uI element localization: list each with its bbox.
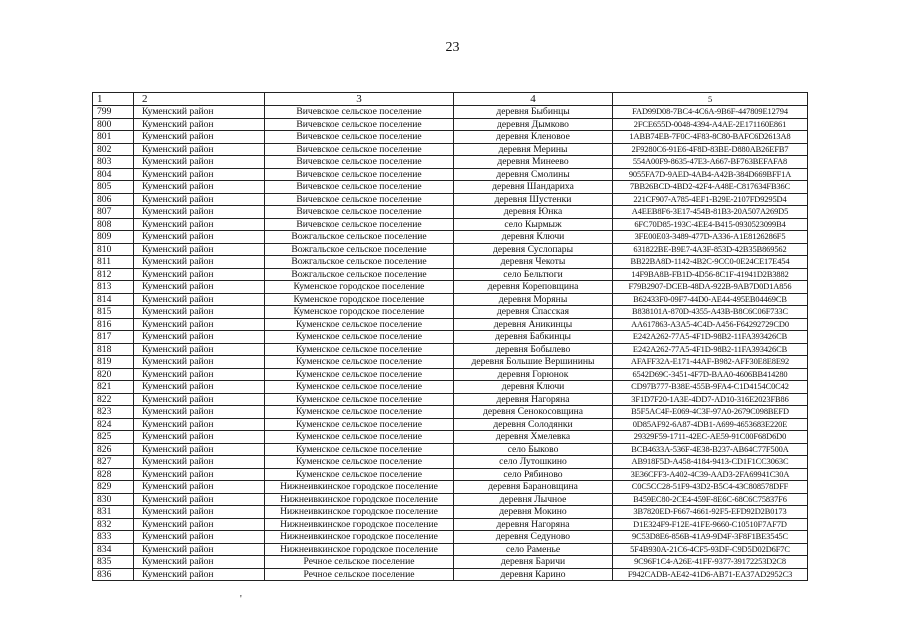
- table-row: [93, 468, 808, 481]
- row-number-cell: 834: [93, 543, 134, 556]
- guid-cell: 9C96F1C4-A26E-41FF-9377-39172253D2C8: [613, 556, 808, 569]
- locality-cell: деревня Минеево: [454, 156, 613, 169]
- guid-cell: 2FCE655D-0048-4394-A4AE-2E171160E861: [613, 118, 808, 131]
- district-cell: Куменский район: [134, 218, 265, 231]
- district-cell: Куменский район: [134, 443, 265, 456]
- table-row: [93, 243, 808, 256]
- table-row: [93, 506, 808, 519]
- row-number-cell: 812: [93, 268, 134, 281]
- row-number-cell: 826: [93, 443, 134, 456]
- locality-cell: деревня Сенокосовщина: [454, 406, 613, 419]
- settlement-cell: Речное сельское поселение: [265, 556, 454, 569]
- locality-cell: деревня Нагоряна: [454, 518, 613, 531]
- locality-cell: деревня Мокино: [454, 506, 613, 519]
- table-row: [93, 443, 808, 456]
- page-number: 23: [445, 40, 460, 55]
- table-row: [93, 281, 808, 294]
- table-row: [93, 368, 808, 381]
- table-row: [93, 531, 808, 544]
- guid-cell: AA617863-A3A5-4C4D-A456-F64292729CD0: [613, 318, 808, 331]
- guid-cell: B62433F0-09F7-44D0-AE44-495EB04469CB: [613, 293, 808, 306]
- row-number-cell: 809: [93, 231, 134, 244]
- district-cell: Куменский район: [134, 256, 265, 269]
- settlement-cell: Куменское сельское поселение: [265, 368, 454, 381]
- district-cell: Куменский район: [134, 106, 265, 119]
- locality-cell: деревня Седуново: [454, 531, 613, 544]
- settlement-cell: Вичевское сельское поселение: [265, 118, 454, 131]
- locality-cell: деревня Баричи: [454, 556, 613, 569]
- column-header-4: 4: [454, 93, 613, 106]
- locality-cell: деревня Суслопары: [454, 243, 613, 256]
- settlement-cell: Куменское сельское поселение: [265, 343, 454, 356]
- row-number-cell: 832: [93, 518, 134, 531]
- settlement-cell: Куменское городское поселение: [265, 306, 454, 319]
- district-cell: Куменский район: [134, 143, 265, 156]
- stray-mark: ': [240, 594, 242, 605]
- locality-cell: деревня Лычное: [454, 493, 613, 506]
- district-cell: Куменский район: [134, 481, 265, 494]
- row-number-cell: 799: [93, 106, 134, 119]
- guid-cell: 9C53D8E6-856B-41A9-9D4F-3F8F1BE3545C: [613, 531, 808, 544]
- locality-cell: деревня Шустенки: [454, 193, 613, 206]
- row-number-cell: 816: [93, 318, 134, 331]
- locality-cell: село Бельтюги: [454, 268, 613, 281]
- settlement-cell: Вожгальское сельское поселение: [265, 268, 454, 281]
- table-row: [93, 193, 808, 206]
- guid-cell: 221CF907-A785-4EF1-B29E-2107FD9295D4: [613, 193, 808, 206]
- row-number-cell: 806: [93, 193, 134, 206]
- guid-cell: B838101A-870D-4355-A43B-B8C6C06F733C: [613, 306, 808, 319]
- table-row: [93, 181, 808, 194]
- district-cell: Куменский район: [134, 456, 265, 469]
- locality-cell: село Быково: [454, 443, 613, 456]
- locality-cell: деревня Ключи: [454, 231, 613, 244]
- guid-cell: 631822BE-B9E7-4A3F-853D-42B35B869562: [613, 243, 808, 256]
- settlement-cell: Куменское сельское поселение: [265, 418, 454, 431]
- settlement-cell: Вичевское сельское поселение: [265, 193, 454, 206]
- table-row: [93, 156, 808, 169]
- settlement-cell: Вичевское сельское поселение: [265, 131, 454, 144]
- table-row: [93, 318, 808, 331]
- guid-cell: CD97B777-B38E-455B-9FA4-C1D4154C0C42: [613, 381, 808, 394]
- settlement-cell: Речное сельское поселение: [265, 568, 454, 581]
- settlement-cell: Куменское сельское поселение: [265, 381, 454, 394]
- row-number-cell: 829: [93, 481, 134, 494]
- row-number-cell: 817: [93, 331, 134, 344]
- district-cell: Куменский район: [134, 556, 265, 569]
- table-row: [93, 356, 808, 369]
- row-number-cell: 821: [93, 381, 134, 394]
- district-cell: Куменский район: [134, 568, 265, 581]
- district-cell: Куменский район: [134, 543, 265, 556]
- locality-cell: деревня Барановщина: [454, 481, 613, 494]
- table-row: [93, 406, 808, 419]
- guid-cell: F79B2907-DCEB-48DA-922B-9AB7D0D1A856: [613, 281, 808, 294]
- district-cell: Куменский район: [134, 281, 265, 294]
- locality-cell: деревня Аникинцы: [454, 318, 613, 331]
- district-cell: Куменский район: [134, 518, 265, 531]
- guid-cell: 7BB26BCD-4BD2-42F4-A48E-C817634FB36C: [613, 181, 808, 194]
- locality-cell: деревня Моряны: [454, 293, 613, 306]
- settlement-cell: Куменское сельское поселение: [265, 431, 454, 444]
- row-number-cell: 808: [93, 218, 134, 231]
- district-cell: Куменский район: [134, 156, 265, 169]
- locality-cell: деревня Кленовое: [454, 131, 613, 144]
- table-row: [93, 431, 808, 444]
- row-number-cell: 802: [93, 143, 134, 156]
- guid-cell: 9055FA7D-9AED-4AB4-A42B-384D669BFF1A: [613, 168, 808, 181]
- district-cell: Куменский район: [134, 356, 265, 369]
- settlement-cell: Куменское сельское поселение: [265, 356, 454, 369]
- locality-cell: деревня Быбинцы: [454, 106, 613, 119]
- district-cell: Куменский район: [134, 168, 265, 181]
- guid-cell: AFAFF32A-E171-44AF-B982-AFF30E8E8E92: [613, 356, 808, 369]
- guid-cell: B459EC80-2CE4-459F-8E6C-68C6C75837F6: [613, 493, 808, 506]
- table-row: [93, 456, 808, 469]
- row-number-cell: 835: [93, 556, 134, 569]
- table-row: [93, 118, 808, 131]
- locality-cell: деревня Бабкинцы: [454, 331, 613, 344]
- guid-cell: E242A262-77A5-4F1D-98B2-11FA393426CB: [613, 331, 808, 344]
- guid-cell: BCB4633A-536F-4E38-B237-AB64C77F500A: [613, 443, 808, 456]
- settlement-cell: Нижнеивкинское городское поселение: [265, 543, 454, 556]
- table-row: [93, 143, 808, 156]
- row-number-cell: 804: [93, 168, 134, 181]
- settlement-cell: Нижнеивкинское городское поселение: [265, 531, 454, 544]
- settlement-cell: Куменское сельское поселение: [265, 468, 454, 481]
- locality-cell: деревня Ключи: [454, 381, 613, 394]
- column-header-1: 1: [93, 93, 134, 106]
- guid-cell: FAD99D08-7BC4-4C6A-9B6F-447809E12794: [613, 106, 808, 119]
- settlement-cell: Вожгальское сельское поселение: [265, 243, 454, 256]
- row-number-cell: 823: [93, 406, 134, 419]
- row-number-cell: 819: [93, 356, 134, 369]
- locality-cell: село Рябиново: [454, 468, 613, 481]
- settlement-cell: Куменское сельское поселение: [265, 456, 454, 469]
- row-number-cell: 805: [93, 181, 134, 194]
- district-cell: Куменский район: [134, 206, 265, 219]
- district-cell: Куменский район: [134, 381, 265, 394]
- settlement-cell: Куменское городское поселение: [265, 293, 454, 306]
- row-number-cell: 814: [93, 293, 134, 306]
- row-number-cell: 813: [93, 281, 134, 294]
- district-cell: Куменский район: [134, 343, 265, 356]
- settlement-cell: Куменское сельское поселение: [265, 318, 454, 331]
- settlement-cell: Вичевское сельское поселение: [265, 181, 454, 194]
- guid-cell: B5F5AC4F-E069-4C3F-97A0-2679C098BEFD: [613, 406, 808, 419]
- guid-cell: D1E324F9-F12E-41FE-9660-C10510F7AF7D: [613, 518, 808, 531]
- row-number-cell: 830: [93, 493, 134, 506]
- table-row: [93, 168, 808, 181]
- district-cell: Куменский район: [134, 493, 265, 506]
- locality-cell: деревня Чекоты: [454, 256, 613, 269]
- row-number-cell: 822: [93, 393, 134, 406]
- row-number-cell: 801: [93, 131, 134, 144]
- locality-cell: деревня Нагоряна: [454, 393, 613, 406]
- table-row: [93, 293, 808, 306]
- table-row: [93, 393, 808, 406]
- locality-cell: деревня Горюнок: [454, 368, 613, 381]
- guid-cell: 3B7820ED-F667-4661-92F5-EFD92D2B0173: [613, 506, 808, 519]
- table-row: [93, 306, 808, 319]
- row-number-cell: 800: [93, 118, 134, 131]
- guid-cell: 3E36CFF3-A402-4C39-AAD3-2FA69941C30A: [613, 468, 808, 481]
- column-header-5: 5: [613, 93, 808, 106]
- guid-cell: F942CADB-AE42-41D6-AB71-EA37AD2952C3: [613, 568, 808, 581]
- locality-cell: деревня Бобылево: [454, 343, 613, 356]
- table-row: [93, 543, 808, 556]
- district-cell: Куменский район: [134, 268, 265, 281]
- district-cell: Куменский район: [134, 318, 265, 331]
- locality-cell: деревня Спасская: [454, 306, 613, 319]
- settlement-cell: Нижнеивкинское городское поселение: [265, 518, 454, 531]
- district-cell: Куменский район: [134, 506, 265, 519]
- row-number-cell: 820: [93, 368, 134, 381]
- table-row: [93, 518, 808, 531]
- table-row: [93, 343, 808, 356]
- table-row: [93, 206, 808, 219]
- table-row: [93, 556, 808, 569]
- settlement-cell: Вичевское сельское поселение: [265, 106, 454, 119]
- locality-cell: село Кырмыж: [454, 218, 613, 231]
- locality-cell: село Раменье: [454, 543, 613, 556]
- settlement-cell: Вожгальское сельское поселение: [265, 256, 454, 269]
- table-row: [93, 268, 808, 281]
- guid-cell: 2F9280C6-91E6-4F8D-83BE-D880AB26EFB7: [613, 143, 808, 156]
- table-row: [93, 256, 808, 269]
- table-body: [93, 106, 808, 581]
- locality-cell: деревня Хмелевка: [454, 431, 613, 444]
- guid-cell: 554A00F9-8635-47E3-A667-BF763BEFAFA8: [613, 156, 808, 169]
- guid-cell: A4EEB8F6-3E17-454B-81B3-20A507A269D5: [613, 206, 808, 219]
- row-number-cell: 833: [93, 531, 134, 544]
- settlement-cell: Нижнеивкинское городское поселение: [265, 481, 454, 494]
- district-cell: Куменский район: [134, 331, 265, 344]
- settlement-cell: Вичевское сельское поселение: [265, 206, 454, 219]
- locality-cell: деревня Смолины: [454, 168, 613, 181]
- locality-cell: деревня Карино: [454, 568, 613, 581]
- table-row: [93, 568, 808, 581]
- locality-cell: деревня Шандариха: [454, 181, 613, 194]
- row-number-cell: 836: [93, 568, 134, 581]
- guid-cell: 3F1D7F20-1A3E-4DD7-AD10-316E2023FB86: [613, 393, 808, 406]
- district-cell: Куменский район: [134, 193, 265, 206]
- settlement-cell: Вичевское сельское поселение: [265, 218, 454, 231]
- settlement-cell: Куменское сельское поселение: [265, 406, 454, 419]
- district-cell: Куменский район: [134, 181, 265, 194]
- district-cell: Куменский район: [134, 293, 265, 306]
- locality-cell: деревня Кореповщина: [454, 281, 613, 294]
- row-number-cell: 818: [93, 343, 134, 356]
- guid-cell: BB22BA8D-1142-4B2C-9CC0-0E24CE17E454: [613, 256, 808, 269]
- row-number-cell: 811: [93, 256, 134, 269]
- row-number-cell: 824: [93, 418, 134, 431]
- district-cell: Куменский район: [134, 368, 265, 381]
- settlement-cell: Нижнеивкинское городское поселение: [265, 493, 454, 506]
- guid-cell: 14F9BA8B-FB1D-4D56-8C1F-41941D2B3882: [613, 268, 808, 281]
- district-cell: Куменский район: [134, 118, 265, 131]
- row-number-cell: 815: [93, 306, 134, 319]
- guid-cell: 5F4B930A-21C6-4CF5-93DF-C9D5D02D6F7C: [613, 543, 808, 556]
- settlement-cell: Вожгальское сельское поселение: [265, 231, 454, 244]
- guid-cell: AB918F5D-A458-4184-9413-CD1F1CC3063C: [613, 456, 808, 469]
- settlement-cell: Вичевское сельское поселение: [265, 168, 454, 181]
- locality-cell: деревня Солодянки: [454, 418, 613, 431]
- row-number-cell: 803: [93, 156, 134, 169]
- row-number-cell: 825: [93, 431, 134, 444]
- guid-cell: 6542D69C-3451-4F7D-BAA0-4606BB414280: [613, 368, 808, 381]
- settlement-cell: Куменское сельское поселение: [265, 443, 454, 456]
- district-cell: Куменский район: [134, 393, 265, 406]
- settlement-cell: Куменское сельское поселение: [265, 331, 454, 344]
- table-header-row: [93, 93, 808, 106]
- column-header-3: 3: [265, 93, 454, 106]
- locality-cell: село Лутошкино: [454, 456, 613, 469]
- row-number-cell: 831: [93, 506, 134, 519]
- row-number-cell: 828: [93, 468, 134, 481]
- district-cell: Куменский район: [134, 406, 265, 419]
- district-cell: Куменский район: [134, 531, 265, 544]
- table-row: [93, 418, 808, 431]
- table-row: [93, 106, 808, 119]
- guid-cell: 29329F59-1711-42EC-AE59-91C00F68D6D0: [613, 431, 808, 444]
- guid-cell: E242A262-77A5-4F1D-98B2-11FA393426CB: [613, 343, 808, 356]
- settlement-cell: Куменское городское поселение: [265, 281, 454, 294]
- district-cell: Куменский район: [134, 468, 265, 481]
- locality-cell: деревня Юнка: [454, 206, 613, 219]
- settlements-table: [92, 92, 808, 581]
- table-row: [93, 131, 808, 144]
- district-cell: Куменский район: [134, 431, 265, 444]
- district-cell: Куменский район: [134, 306, 265, 319]
- settlement-cell: Вичевское сельское поселение: [265, 143, 454, 156]
- row-number-cell: 807: [93, 206, 134, 219]
- row-number-cell: 827: [93, 456, 134, 469]
- table-row: [93, 218, 808, 231]
- guid-cell: C0C5CC28-51F9-43D2-B5C4-43C808578DFF: [613, 481, 808, 494]
- locality-cell: деревня Дымково: [454, 118, 613, 131]
- table-row: [93, 493, 808, 506]
- guid-cell: 1ABB74EB-7F0C-4F83-8C80-BAFC6D2613A8: [613, 131, 808, 144]
- settlement-cell: Нижнеивкинское городское поселение: [265, 506, 454, 519]
- district-cell: Куменский район: [134, 243, 265, 256]
- district-cell: Куменский район: [134, 131, 265, 144]
- table-row: [93, 231, 808, 244]
- settlement-cell: Вичевское сельское поселение: [265, 156, 454, 169]
- table-row: [93, 381, 808, 394]
- table-row: [93, 481, 808, 494]
- table-row: [93, 331, 808, 344]
- locality-cell: деревня Мерины: [454, 143, 613, 156]
- settlement-cell: Куменское сельское поселение: [265, 393, 454, 406]
- district-cell: Куменский район: [134, 231, 265, 244]
- guid-cell: 6FC70D85-193C-4EE4-B415-0930523099B4: [613, 218, 808, 231]
- district-cell: Куменский район: [134, 418, 265, 431]
- guid-cell: 3FE00E03-3489-477D-A336-A1E8126286F5: [613, 231, 808, 244]
- locality-cell: деревня Большие Вершинины: [454, 356, 613, 369]
- column-header-2: 2: [134, 93, 265, 106]
- row-number-cell: 810: [93, 243, 134, 256]
- guid-cell: 0D85AF92-6A87-4DB1-A699-4653683E220E: [613, 418, 808, 431]
